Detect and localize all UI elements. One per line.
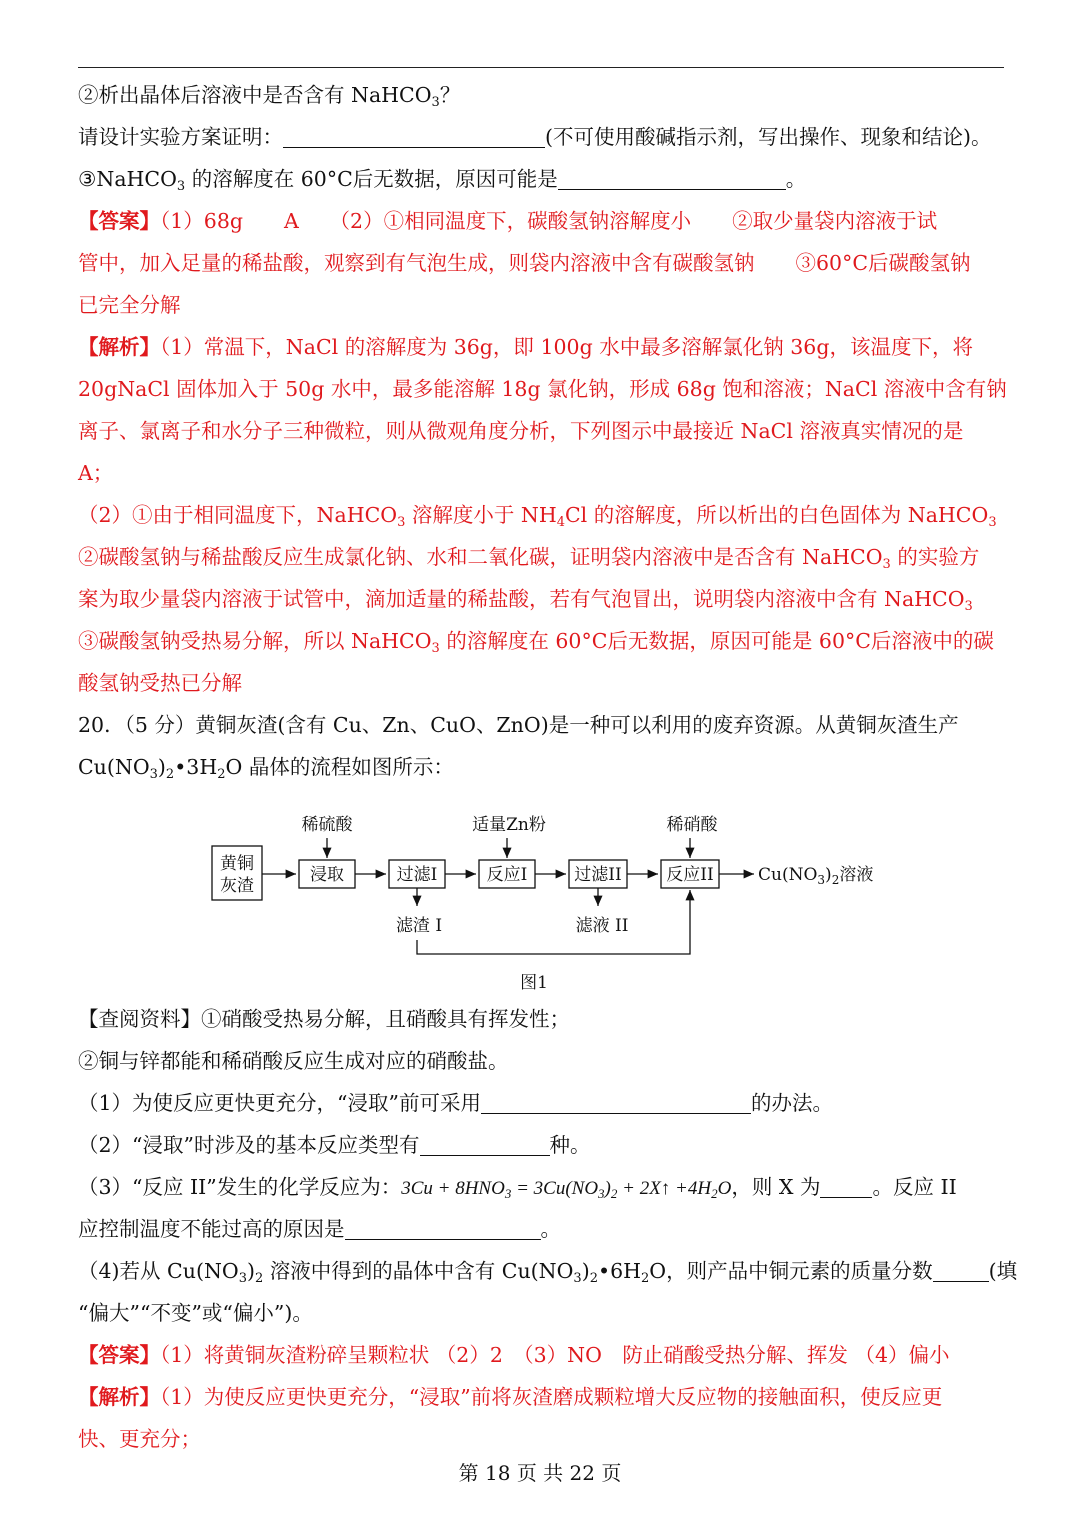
q20-answer: 【答案】（1）将黄铜灰渣粉碎呈颗粒状 （2）2 （3）NO 防止硝酸受热分解、挥发 （4）偏小: [78, 1343, 950, 1367]
svg-text:黄铜: 黄铜: [220, 854, 254, 874]
recycle-arrow: [417, 890, 690, 954]
page-content: [78, 74, 1018, 1460]
box-filter-2: [569, 860, 627, 888]
svg-text:反应II: 反应II: [666, 865, 714, 885]
input-dilute-sulfuric-acid: 稀硫酸: [301, 815, 353, 835]
q19-part2-item3: ②析出晶体后溶液中是否含有 NaHCO$_3$？: [78, 83, 461, 110]
answer-blank[interactable]: [820, 1173, 872, 1198]
answer-blank[interactable]: [481, 1089, 751, 1114]
answer-blank[interactable]: [345, 1215, 541, 1240]
q20-stem-cont: $Cu(NO_3)_2•3H_2O$ 晶体的流程如图所示：: [78, 755, 454, 782]
q19-answer-cont: 管中，加入足量的稀盐酸，观察到有气泡生成，则袋内溶液中含有碳酸氢钠 ③60°C后碳酸氢钠: [78, 251, 971, 275]
box-leach: [299, 860, 355, 888]
q20-part3: （3）“反应 II”发生的化学反应为：$3Cu + 8HNO_3 = 3Cu(NO_3)_2$ + 2X↑ $+4H_2O$，则 X 为 。反应 II: [78, 1175, 957, 1201]
box-reaction-1: [479, 860, 535, 888]
svg-text:过滤II: 过滤II: [574, 865, 622, 885]
flow-diagram: [78, 788, 1004, 1038]
q20-analysis-cont: 快、更充分；: [78, 1427, 201, 1451]
svg-text:浸取: 浸取: [310, 865, 344, 885]
q20-analysis: 【解析】（1）为使反应更快更充分，“浸取”前将灰渣磨成颗粒增大反应物的接触面积，使反应更: [78, 1385, 943, 1409]
q20-info-cont: ②铜与锌都能和稀硝酸反应生成对应的硝酸盐。: [78, 1049, 509, 1073]
q19-part2-item4: ③NaHCO$_3$ 的溶解度在 60°C后无数据，原因可能是 。: [78, 167, 807, 194]
answer-blank[interactable]: [283, 123, 545, 148]
q19-answer-cont: 已完全分解: [78, 293, 181, 317]
box-reaction-2: [661, 860, 719, 888]
output-filter-residue-1: 滤渣 I: [395, 916, 443, 936]
input-dilute-nitric-acid: 稀硝酸: [666, 815, 718, 835]
q19-analysis-cont: 20gNaCl 固体加入于 50g 水中，最多能溶解 18g 氯化钠，形成 68g 饱和溶液；NaCl 溶液中含有钠: [78, 377, 1007, 401]
q19-analysis-cont: 案为取少量袋内溶液于试管中，滴加适量的稀盐酸，若有气泡冒出，说明袋内溶液中含有 NaHCO$_3$: [78, 587, 973, 614]
q19-analysis-cont: ②碳酸氢钠与稀盐酸反应生成氯化钠、水和二氧化碳，证明袋内溶液中是否含有 NaHCO$_3$ 的实验方: [78, 545, 980, 572]
q19-analysis-cont: 酸氢钠受热已分解: [78, 671, 242, 695]
page-footer: 第 18 页 共 22 页: [458, 1461, 622, 1485]
q20-part2: （2）“浸取”时涉及的基本反应类型有 种。: [78, 1133, 591, 1157]
q19-analysis-cont: （2）①由于相同温度下，NaHCO$_3$ 溶解度小于 $NH_4Cl$ 的溶解度，所以析出的白色固体为 NaHCO$_3$: [78, 503, 997, 530]
q19-design-prompt: 请设计实验方案证明： (不可使用酸碱指示剂，写出操作、现象和结论)。: [78, 125, 992, 149]
q19-answer: 【答案】（1）68g A （2）①相同温度下，碳酸氢钠溶解度小 ②取少量袋内溶液于试: [78, 209, 938, 233]
q19-analysis-cont: 离子、氯离子和水分子三种微粒，则从微观角度分析，下列图示中最接近 NaCl 溶液真实情况的是: [78, 419, 964, 443]
q20-part4: （4)若从 $Cu(NO_3)_2$ 溶液中得到的晶体中含有 $Cu(NO_3)_2•6H_2O$，则产品中铜元素的质量分数 (填: [78, 1259, 1018, 1286]
product-label: $Cu(NO_3)_2$溶液: [758, 865, 874, 887]
header-rule: [78, 67, 1004, 68]
output-filtrate-2: 滤液 II: [575, 916, 629, 936]
q19-analysis-cont: A；: [78, 461, 114, 485]
svg-text:灰渣: 灰渣: [220, 876, 254, 896]
q19-analysis: 【解析】（1）常温下，NaCl 的溶解度为 36g，即 100g 水中最多溶解氯化钠 36g，该温度下，将: [78, 335, 973, 359]
q20-info: 【查阅资料】①硝酸受热易分解，且硝酸具有挥发性；: [78, 1007, 570, 1031]
q20-stem: 20．（5 分）黄铜灰渣(含有 Cu、Zn、CuO、ZnO)是一种可以利用的废弃资源。从黄铜灰渣生产: [78, 713, 959, 737]
q20-part1: （1）为使反应更快更充分，“浸取”前可采用 的办法。: [78, 1091, 834, 1115]
chemical-equation: $3Cu + 8HNO_3 = 3Cu(NO_3)_2$ + 2X↑ $+4H_2O$: [401, 1178, 732, 1201]
input-zn-powder: 适量Zn粉: [472, 815, 546, 835]
answer-blank[interactable]: [420, 1131, 550, 1156]
q20-part3-cont: 应控制温度不能过高的原因是 。: [78, 1217, 561, 1241]
q19-analysis-cont: ③碳酸氢钠受热易分解，所以 NaHCO$_3$ 的溶解度在 60°C后无数据，原因可能是 60°C后溶液中的碳: [78, 629, 994, 656]
box-raw-material: [212, 846, 262, 900]
svg-text:过滤I: 过滤I: [396, 865, 438, 885]
answer-blank[interactable]: [933, 1257, 989, 1282]
svg-text:反应I: 反应I: [486, 865, 528, 885]
box-filter-1: [389, 860, 445, 888]
figure-caption: 图1: [520, 973, 548, 993]
q20-part4-cont: “偏大”“不变”或“偏小”)。: [78, 1301, 313, 1325]
answer-blank[interactable]: [558, 165, 786, 190]
